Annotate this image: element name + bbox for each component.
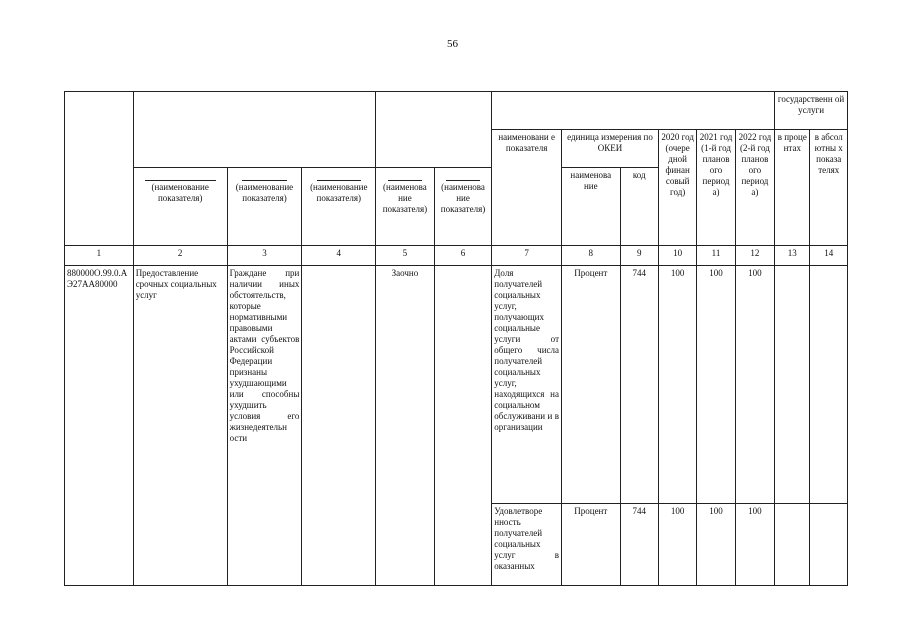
col-num: 1	[65, 246, 134, 266]
subheader-2-label: (наименование показателя)	[151, 182, 209, 203]
unit-code: 744	[620, 266, 658, 504]
col-num: 8	[562, 246, 621, 266]
cell-empty	[302, 266, 376, 586]
column-numbers-row	[65, 246, 848, 266]
col-num: 2	[133, 246, 227, 266]
indicator-name: Доля получателей социальных услуг, получающих социальные услуги от общего числа получателей социальных услуг, находящихся на социальном обслуживани и в организации	[492, 266, 562, 504]
header-deviation-group: государственн ой услуги	[775, 92, 848, 130]
header-year-2021: 2021 год (1-й год планов ого период а)	[697, 130, 735, 246]
header-unit-name: наименова ние	[562, 168, 621, 246]
col-num: 7	[492, 246, 562, 266]
header-indicator-name: наименовани е показателя	[492, 130, 562, 246]
unit-name: Процент	[562, 266, 621, 504]
subheader-3-label: (наименование показателя)	[235, 182, 294, 203]
col-num: 10	[658, 246, 696, 266]
subheader-4-label: (наименование показателя)	[310, 182, 368, 203]
header-year-2020: 2020 год (очере дной финан совый год)	[658, 130, 696, 246]
cell-empty	[434, 266, 492, 586]
cell-empty	[810, 266, 848, 504]
value-2021: 100	[697, 266, 735, 504]
recipient-category: Граждане при наличии иных обстоятельств, которые нормативными правовыми актами субъектов Российской Федерации признаны ухудшающими или способны ухудшить условия его жизнедеятельн ости	[227, 266, 302, 586]
value-2022: 100	[735, 266, 774, 504]
cell-empty	[775, 504, 810, 586]
col-num: 13	[775, 246, 810, 266]
header-percent: в проце нтах	[775, 130, 810, 246]
col-num: 5	[376, 246, 435, 266]
unit-name: Процент	[562, 504, 621, 586]
value-2022: 100	[735, 504, 774, 586]
header-row-1	[65, 92, 848, 130]
subheader-6	[434, 168, 492, 246]
subheader-6-label: (наименова ние показателя)	[440, 182, 486, 214]
subheader-4	[302, 168, 376, 246]
unit-code: 744	[620, 504, 658, 586]
col-num: 14	[810, 246, 848, 266]
page-number: 56	[447, 38, 458, 50]
value-2021: 100	[697, 504, 735, 586]
col-num: 12	[735, 246, 774, 266]
col-num: 4	[302, 246, 376, 266]
header-conditions-group	[376, 92, 492, 168]
table-row	[65, 266, 848, 504]
subheader-2	[133, 168, 227, 246]
header-year-2022: 2022 год (2-й год планов ого период а)	[735, 130, 774, 246]
subheader-3	[227, 168, 302, 246]
header-col-1	[65, 92, 134, 246]
cell-empty	[775, 266, 810, 504]
header-absolute: в абсол ютны х показа телях	[810, 130, 848, 246]
col-num: 6	[434, 246, 492, 266]
indicators-table	[64, 91, 848, 586]
subheader-5-label: (наименова ние показателя)	[382, 182, 428, 214]
col-num: 9	[620, 246, 658, 266]
header-unit-okei: единица измерения по ОКЕИ	[562, 130, 659, 168]
service-form: Заочно	[376, 266, 435, 586]
col-num: 11	[697, 246, 735, 266]
service-name: Предоставление срочных социальных услуг	[133, 266, 227, 586]
indicator-name: Удовлетворе нность получателей социальных услуг в оказанных	[492, 504, 562, 586]
value-2020: 100	[658, 266, 696, 504]
header-unit-code: код	[620, 168, 658, 246]
cell-empty	[810, 504, 848, 586]
value-2020: 100	[658, 504, 696, 586]
header-indicators-group	[492, 92, 775, 130]
col-num: 3	[227, 246, 302, 266]
registry-code: 880000О.99.0.АЭ27АА80000	[65, 266, 134, 586]
subheader-5	[376, 168, 435, 246]
header-content-group	[133, 92, 375, 168]
